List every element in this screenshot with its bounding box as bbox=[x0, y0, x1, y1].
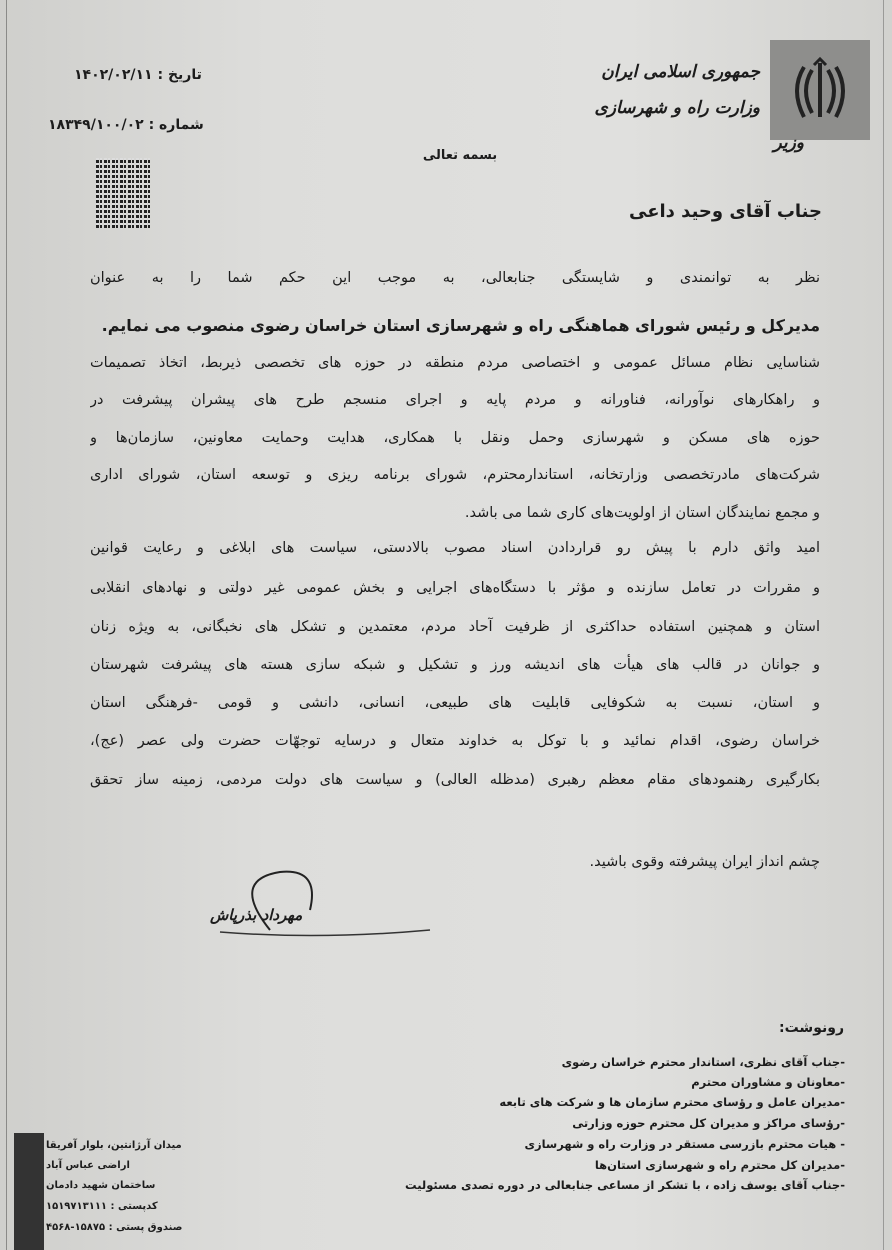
addressee: جناب آقای وحید داعی bbox=[629, 201, 822, 222]
cc-item: -مدیران کل محترم راه و شهرسازی استان‌ها bbox=[594, 1158, 845, 1172]
body-line: امید واثق دارم با پیش رو قراردادن اسناد مصوب بالادستی، سیاست های ابلاغی و رعایت قوانین bbox=[90, 540, 820, 556]
date-label: تاریخ : bbox=[157, 67, 202, 83]
address-line: ساختمان شهید دادمان bbox=[46, 1180, 156, 1191]
number-value: ۱۸۳۴۹/۱۰۰/۰۲ bbox=[48, 117, 144, 133]
body-line-appointment: مدیرکل و رئیس شورای هماهنگی راه و شهرسازی استان خراسان رضوی منصوب می نمایم. bbox=[101, 316, 820, 335]
iran-emblem-icon bbox=[770, 40, 870, 140]
cc-item: -معاونان و مشاوران محترم bbox=[691, 1075, 845, 1089]
address-bar bbox=[14, 1133, 44, 1250]
body-line: استان و همچنین استفاده حداکثری از ظرفیت آحاد مردم، معتمدین و تشکل های نخبگانی، به ویژه زنان bbox=[90, 619, 820, 635]
body-line: و راهکارهای نوآورانه، فناورانه و مردم پایه و اجرای منسجم طرح های پیشران پیشرفت در bbox=[90, 392, 820, 408]
date-field bbox=[74, 67, 202, 83]
address-line: میدان آرژانتین، بلوار آفریقا bbox=[46, 1140, 182, 1151]
cc-item: -مدیران عامل و رؤسای محترم سازمان ها و شرکت های تابعه bbox=[499, 1095, 845, 1109]
number-field bbox=[48, 117, 204, 133]
postal-code: کدپستی : ۱۵۱۹۷۱۳۱۱۱ bbox=[46, 1201, 158, 1212]
body-line: و جوانان در قالب های هیأت های اندیشه ورز و تشکیل و شبکه سازی هسته های پیشرفت شهرستان bbox=[90, 657, 820, 673]
qr-code bbox=[96, 158, 150, 228]
letterhead-office: وزیر bbox=[773, 133, 804, 153]
letterhead-country: جمهوری اسلامی ایران bbox=[601, 62, 760, 82]
signatory-name: مهرداد بذرپاش bbox=[210, 906, 303, 924]
cc-title: رونوشت: bbox=[779, 1020, 844, 1036]
body-line: نظر به توانمندی و شایستگی جنابعالی، به موجب این حکم شما را به عنوان bbox=[90, 270, 820, 286]
body-line: شناسایی نظام مسائل عمومی و اختصاصی مردم منطقه در حوزه های تخصصی ذیربط، اتخاذ تصمیمات bbox=[90, 355, 820, 371]
number-label: شماره : bbox=[148, 117, 204, 133]
page-edge-right bbox=[883, 0, 884, 1250]
body-line: بکارگیری رهنمودهای مقام معظم رهبری (مدظله العالی) و سیاست های دولت مردمی، زمینه ساز تحقق bbox=[90, 772, 820, 788]
body-line: و استان، نسبت به شکوفایی قابلیت های طبیعی، انسانی، دانشی و قومی -فرهنگی استان bbox=[90, 695, 820, 711]
po-box: صندوق پستی : ۱۵۸۷۵-۴۵۶۸ bbox=[46, 1222, 183, 1233]
cc-item: -جناب آقای نظری، استاندار محترم خراسان رضوی bbox=[561, 1055, 845, 1069]
body-line: شرکت‌های مادرتخصصی وزارتخانه، استاندارمحترم، شورای برنامه ریزی و توسعه استان، شورای اداری bbox=[90, 467, 820, 483]
address-line: اراضی عباس آباد bbox=[46, 1160, 130, 1171]
date-value: ۱۴۰۲/۰۲/۱۱ bbox=[74, 67, 153, 83]
letterhead-ministry: وزارت راه و شهرسازی bbox=[594, 98, 760, 118]
cc-item: -جناب آقای یوسف زاده ، با تشکر از مساعی جنابعالی در دوره تصدی مسئولیت bbox=[405, 1178, 845, 1192]
basmala: بسمه تعالی bbox=[422, 148, 498, 163]
body-line: و مقررات در تعامل سازنده و مؤثر با دستگاه‌های اجرایی و بخش عمومی غیر دولتی و نهادهای انقلابی bbox=[90, 580, 820, 596]
page-edge-left bbox=[6, 0, 7, 1250]
body-line: حوزه های مسکن و شهرسازی وحمل ونقل با همکاری، هدایت وحمایت معاونین، سازمان‌ها و bbox=[90, 430, 820, 446]
cc-item: - هیات محترم بازرسی مستقر در وزارت راه و شهرسازی bbox=[524, 1137, 845, 1151]
body-line: چشم انداز ایران پیشرفته وقوی باشید. bbox=[589, 854, 820, 870]
signature-stroke bbox=[200, 860, 440, 950]
cc-item: -رؤسای مراکز و مدیران کل محترم حوزه وزارتی bbox=[572, 1116, 845, 1130]
body-line: و مجمع نمایندگان استان از اولویت‌های کاری شما می باشد. bbox=[464, 505, 820, 521]
body-line: خراسان رضوی، اقدام نمائید و با توکل به خداوند متعال و درسایه توجهّات حضرت ولی عصر (عج)، bbox=[90, 733, 820, 749]
